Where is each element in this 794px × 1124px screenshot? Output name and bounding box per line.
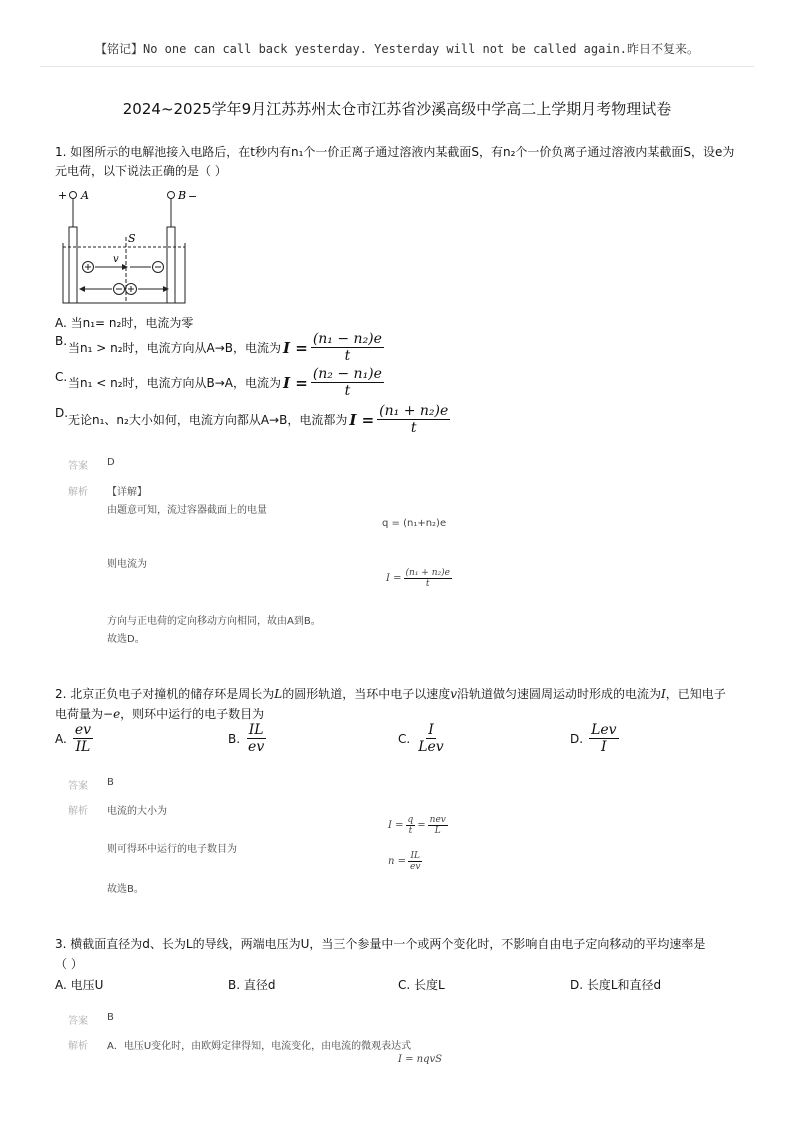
formula-fraction (428, 815, 448, 837)
q2-option-d (570, 722, 619, 755)
fraction-numerator: (n₂ − n₁)e (312, 366, 382, 382)
q3-stem-line1: 3. 横截面直径为d、长为L的导线，两端电压为U，当三个参量中一个或两个变化时，不影响自由电子定向移动的平均速率是 (55, 937, 706, 951)
q2-answer-value: B (107, 777, 114, 788)
q2-option-d-letter: D. (570, 731, 584, 746)
q2-option-c (398, 722, 446, 755)
q1-option-d-fraction (377, 403, 450, 436)
q1-option-d-text: 无论n₁、n₂大小如何，电流方向都从A→B，电流都为 (68, 413, 348, 428)
fraction-numerator: (n₁ + n₂)e (405, 568, 450, 578)
q3-option-b: B. 直径d (228, 978, 276, 992)
q2-option-a-fraction (73, 722, 93, 755)
q1-option-b-text: 当n₁ > n₂时，电流方向从A→B，电流为 (68, 341, 282, 356)
q1-option-b-lhs: I = (283, 338, 308, 357)
fraction-denominator: t (425, 579, 430, 590)
q2-stem-text-d: ，已知电子 (665, 687, 726, 701)
q1-option-c-fraction (311, 366, 384, 399)
header-divider (40, 66, 754, 67)
fraction-denominator: t (344, 348, 351, 365)
fraction-denominator: t (408, 826, 413, 837)
q2-stem-var-v: v (450, 687, 458, 701)
q2-analysis-formula1 (388, 815, 448, 837)
q2-option-c-letter: C. (398, 731, 411, 746)
q1-answer-label: 答案 (68, 461, 88, 472)
page-title: 2024~2025学年9月江苏苏州太仓市江苏省沙溪高级中学高二上学期月考物理试卷 (122, 100, 672, 118)
q1-stem-line2: 元电荷，以下说法正确的是（ ） (55, 164, 227, 178)
q2-option-a-letter: A. (55, 731, 67, 746)
q2-answer-label: 答案 (68, 781, 88, 792)
electrolytic-cell-figure (55, 185, 205, 310)
q2-analysis-line3: 故选B。 (107, 884, 144, 895)
q3-answer-label: 答案 (68, 1016, 88, 1027)
fraction-numerator: (n₁ + n₂)e (379, 403, 449, 419)
q2-option-b (228, 722, 266, 755)
q1-option-c-letter: C. (55, 370, 68, 384)
q1-option-b (68, 331, 384, 364)
q1-analysis-formula2-fraction (404, 568, 452, 590)
q1-analysis-line1: 由题意可知，流过容器截面上的电量 (107, 505, 267, 516)
q1-option-d-letter: D. (55, 406, 69, 420)
q3-option-d: D. 长度L和直径d (570, 978, 662, 992)
q1-stem-line1: 1. 如图所示的电解池接入电路后，在t秒内有n₁个一价正离子通过溶液内某截面S，有n₂个一价负离子通过溶液内某截面S，设e为 (55, 145, 735, 159)
fraction-denominator: I (601, 739, 607, 756)
q2-stem-text-a: 2. 北京正负电子对撞机的储存环是周长为 (55, 687, 275, 701)
q1-option-a: A. 当n₁= n₂时，电流为零 (55, 316, 194, 330)
q2-stem-var-e: −e (103, 707, 121, 721)
fraction-denominator: ev (410, 862, 421, 873)
figure-plus-sign: + (58, 189, 68, 202)
q2-analysis-label: 解析 (68, 806, 88, 817)
figure-label-a: A (81, 189, 89, 202)
fraction-numerator: nev (429, 815, 446, 825)
formula-lhs: I = (388, 820, 404, 832)
q1-option-b-fraction (311, 331, 384, 364)
q1-analysis-line2: 则电流为 (107, 559, 147, 570)
fraction-denominator: Lev (418, 739, 444, 756)
q1-option-d-lhs: I = (349, 410, 375, 429)
fraction-denominator: t (410, 420, 417, 437)
q1-analysis-formula1: q = (n₁+n₂)e (382, 518, 447, 529)
fraction-numerator: q (407, 815, 414, 825)
q2-stem-var-l: L (274, 687, 283, 701)
fraction-numerator: IL (248, 722, 264, 738)
q2-stem-text-e: 电荷量为 (55, 707, 104, 721)
q3-option-a: A. 电压U (55, 978, 104, 992)
q2-stem-text-b: 的圆形轨道，当环中电子以速度 (282, 687, 451, 701)
q1-option-c-lhs: I = (283, 373, 308, 392)
q1-option-b-letter: B. (55, 334, 68, 348)
fraction-numerator: I (428, 722, 434, 738)
q3-stem-line2: （ ） (55, 957, 83, 971)
q2-analysis-line1: 电流的大小为 (107, 806, 167, 817)
q1-analysis-head: 【详解】 (107, 487, 147, 498)
formula-lhs: n = (388, 856, 406, 868)
fraction-numerator: (n₁ − n₂)e (312, 331, 382, 347)
header-motto: 【铭记】No one can call back yesterday. Yesterday will not be called again.昨日不复来。 (94, 42, 700, 56)
fraction-denominator: L (434, 826, 441, 837)
fraction-denominator: ev (248, 739, 265, 756)
fraction-denominator: IL (75, 739, 91, 756)
fraction-numerator: Lev (591, 722, 617, 738)
q2-analysis-formula2 (388, 851, 422, 873)
q1-analysis-line3: 方向与正电荷的定向移动方向相同，故由A到B。 (107, 616, 321, 627)
q1-analysis-line4: 故选D。 (107, 634, 145, 645)
q2-option-c-fraction (416, 722, 446, 755)
q3-option-c: C. 长度L (398, 978, 445, 992)
q2-stem-text-c: 沿轨道做匀速圆周运动时形成的电流为 (457, 687, 662, 701)
formula-fraction (408, 851, 422, 873)
q3-analysis-label: 解析 (68, 1041, 88, 1052)
figure-label-v: v (113, 254, 119, 265)
q2-option-b-fraction (246, 722, 266, 755)
figure-minus-sign: − (188, 190, 198, 203)
figure-label-b: B (178, 189, 187, 202)
figure-label-s: S (128, 232, 136, 245)
fraction-numerator: ev (74, 722, 92, 738)
q1-option-d (68, 403, 450, 436)
q2-option-b-letter: B. (228, 731, 241, 746)
q3-analysis-formula1: I = nqvS (398, 1054, 443, 1065)
q1-answer-value: D (107, 457, 115, 468)
q2-option-a (55, 722, 93, 755)
q2-analysis-line2: 则可得环中运行的电子数目为 (107, 844, 237, 855)
q3-answer-value: B (107, 1012, 114, 1023)
fraction-denominator: t (344, 383, 351, 400)
q2-stem-var-i: I (661, 687, 666, 701)
q3-analysis-line1: A．电压U变化时，由欧姆定律得知，电流变化，由电流的微观表达式 (107, 1041, 412, 1052)
q1-analysis-formula2 (386, 568, 452, 590)
q2-stem-line1 (55, 685, 775, 704)
formula-fraction (406, 815, 416, 837)
q1-analysis-formula2-lhs: I = (386, 573, 402, 585)
q2-option-d-fraction (589, 722, 619, 755)
q1-option-c-text: 当n₁ < n₂时，电流方向从B→A，电流为 (68, 376, 282, 391)
q1-option-c (68, 366, 384, 399)
q1-analysis-label: 解析 (68, 487, 88, 498)
q2-stem-text-f: ，则环中运行的电子数目为 (120, 707, 265, 721)
fraction-numerator: IL (410, 851, 420, 861)
formula-equals: = (417, 820, 426, 832)
